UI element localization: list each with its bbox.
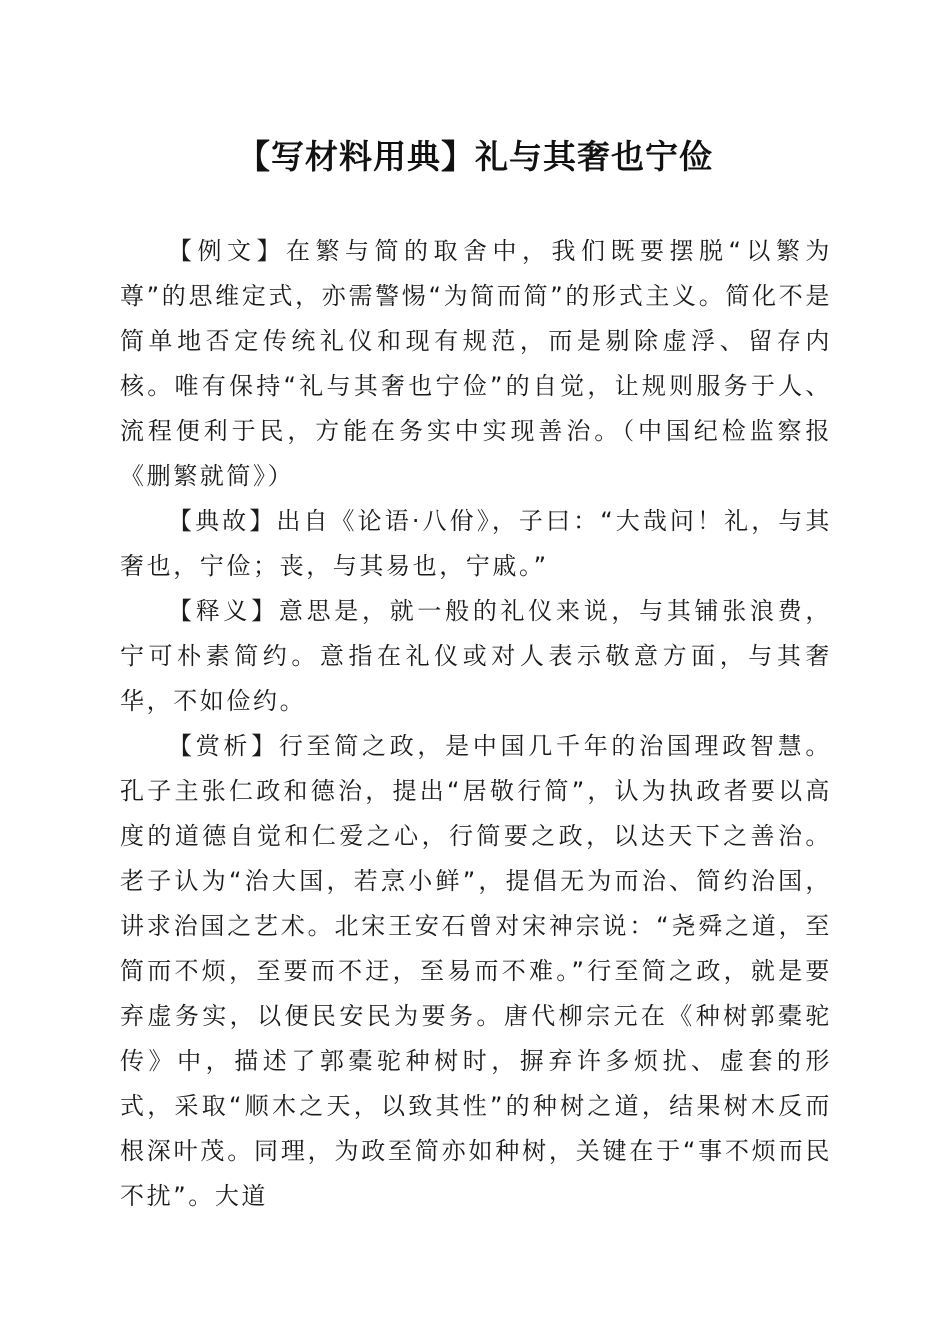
- document-title: 【写材料用典】礼与其奢也宁俭: [237, 137, 713, 176]
- paragraph-meaning: 【释义】意思是，就一般的礼仪来说，与其铺张浪费，宁可朴素简约。意指在礼仪或对人表示敬意方面，与其奢华，不如俭约。: [120, 597, 832, 715]
- paragraph-appreciation: 【赏析】行至简之政，是中国几千年的治国理政智慧。孔子主张仁政和德治，提出“居敬行简”，认为执政者要以高度的道德自觉和仁爱之心，行简要之政，以达天下之善治。老子认为“治大国，若烹小鲜”，提倡无为而治、简约治国，讲求治国之艺术。北宋王安石曾对宋神宗说：“尧舜之道，至简而不烦，至要而不迂，至易而不难。”行至简之政，就是要弃虚务实，以便民安民为要务。唐代柳宗元在《种树郭橐驼传》中，描述了郭橐驼种树时，摒弃许多烦扰、虚套的形式，采取“顺木之天，以致其性”的种树之道，结果树木反而根深叶茂。同理，为政至简亦如种树，关键在于“事不烦而民不扰”。大道: [120, 732, 832, 1210]
- paragraph-allusion: 【典故】出自《论语·八佾》，子曰：“大哉问！礼，与其奢也，宁俭；丧，与其易也，宁戚。”: [120, 507, 832, 580]
- paragraph-example: 【例文】在繁与简的取舍中，我们既要摆脱“以繁为尊”的思维定式，亦需警惕“为简而简”的形式主义。简化不是简单地否定传统礼仪和现有规范，而是剔除虚浮、留存内核。唯有保持“礼与其奢也宁俭”的自觉，让规则服务于人、流程便利于民，方能在务实中实现善治。（中国纪检监察报《删繁就简》）: [120, 237, 832, 490]
- document-body: [120, 229, 832, 1219]
